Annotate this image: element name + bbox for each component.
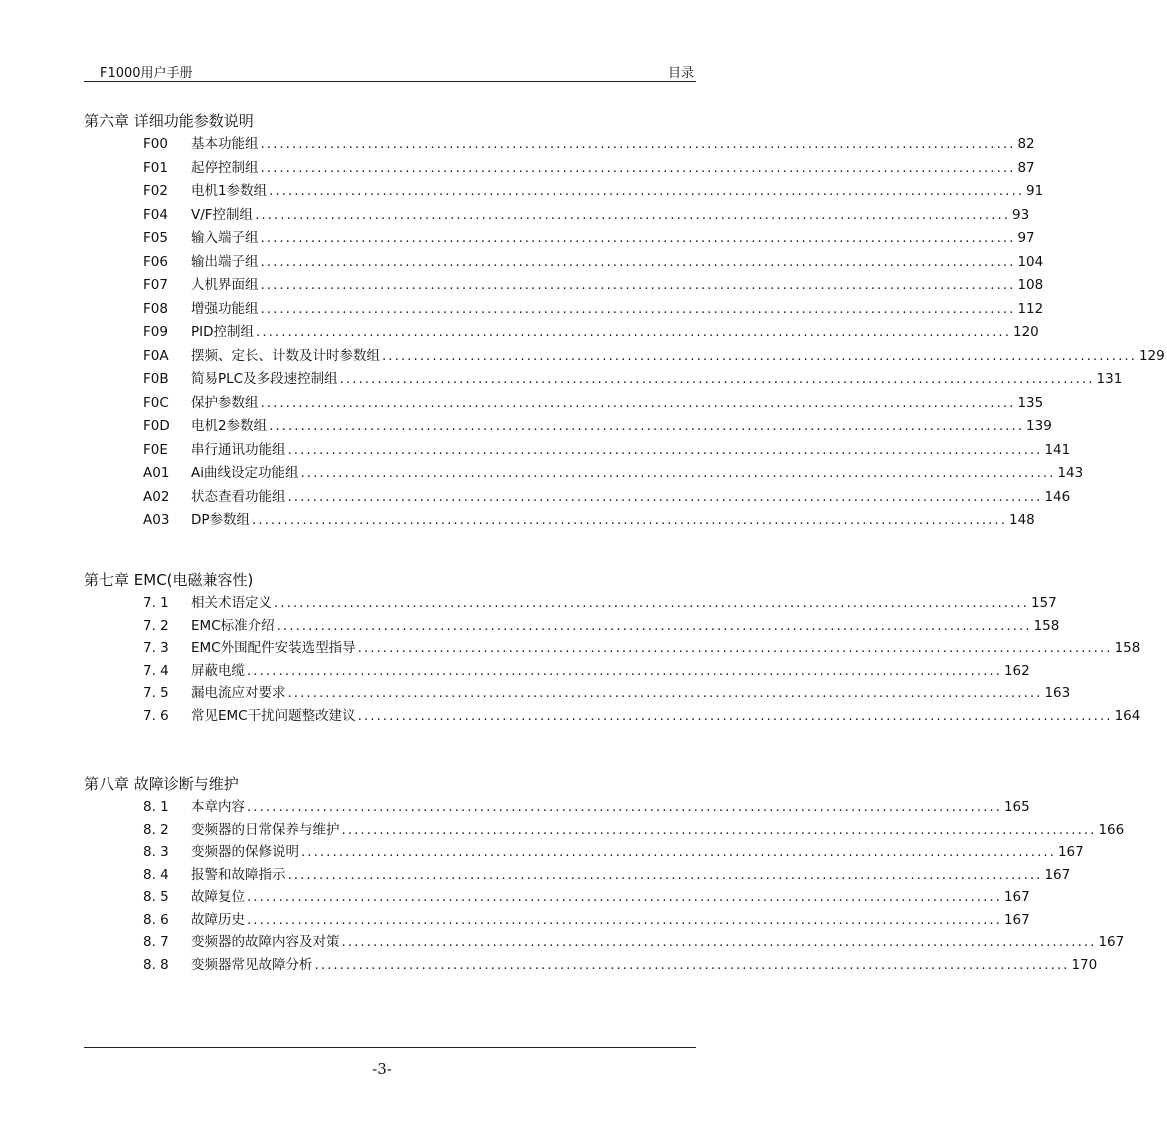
- toc-entry-page: 104: [1017, 253, 1044, 270]
- dot-leader: ........................................................................................................................: [260, 159, 1016, 176]
- dot-leader: ........................................................................................................................: [247, 911, 1002, 928]
- toc-entry-label: 故障历史: [191, 911, 245, 928]
- dot-leader: ........................................................................................................................: [247, 662, 1002, 679]
- dot-leader: ........................................................................................................................: [357, 640, 1113, 656]
- chapter-title: 第八章 故障诊断与维护: [84, 775, 239, 793]
- dot-leader: ........................................................................................................................: [357, 707, 1113, 724]
- page-header: [84, 60, 696, 82]
- toc-entry-page: 120: [1012, 324, 1039, 340]
- toc-entry-page: 165: [1003, 799, 1030, 815]
- toc-entry[interactable]: [84, 682, 1071, 705]
- toc-entry-code: F07: [143, 277, 168, 293]
- toc-entry-code: 8. 2: [143, 821, 169, 838]
- toc-entry[interactable]: [84, 486, 1071, 510]
- toc-entry-label: EMC标准介绍: [191, 617, 275, 634]
- toc-entry-page: 82: [1017, 136, 1035, 152]
- toc-entry-page: 146: [1044, 488, 1071, 505]
- toc-entry-list: [84, 796, 1125, 976]
- toc-entry-page: 167: [1057, 844, 1084, 860]
- toc-entry-label: 状态查看功能组: [191, 488, 286, 505]
- toc-entry[interactable]: [84, 841, 1084, 864]
- toc-entry-page: 143: [1057, 465, 1084, 481]
- toc-entry-label: 屏蔽电缆: [191, 662, 245, 679]
- toc-entry[interactable]: [84, 615, 1060, 638]
- toc-entry[interactable]: [84, 157, 1035, 181]
- dot-leader: ........................................................................................................................: [260, 230, 1016, 246]
- toc-entry[interactable]: [84, 509, 1035, 533]
- dot-leader: ........................................................................................................................: [382, 347, 1137, 364]
- toc-entry-label: V/F控制组: [191, 206, 254, 223]
- toc-entry-page: 157: [1030, 595, 1057, 611]
- toc-entry-label: PID控制组: [191, 324, 255, 340]
- toc-entry-code: 7. 5: [143, 685, 169, 701]
- chapter-section: [84, 109, 1165, 533]
- toc-entry-code: 8. 4: [143, 866, 169, 883]
- toc-entry-page: 112: [1017, 300, 1044, 317]
- toc-entry[interactable]: [84, 227, 1035, 251]
- toc-entry-page: 91: [1026, 183, 1044, 199]
- dot-leader: ........................................................................................................................: [314, 956, 1070, 973]
- toc-entry-code: 7. 2: [143, 617, 169, 634]
- dot-leader: ........................................................................................................................: [339, 371, 1095, 387]
- dot-leader: ........................................................................................................................: [300, 465, 1056, 481]
- toc-entry-page: 148: [1009, 512, 1035, 528]
- toc-entry[interactable]: [84, 660, 1030, 683]
- toc-entry-label: DP参数组: [191, 512, 251, 528]
- toc-entry-page: 131: [1096, 371, 1123, 387]
- toc-entry-page: 167: [1003, 889, 1030, 905]
- toc-entry-code: F09: [143, 324, 168, 340]
- dot-leader: ........................................................................................................................: [260, 300, 1016, 317]
- dot-leader: ........................................................................................................................: [341, 821, 1097, 838]
- toc-entry-page: 158: [1033, 617, 1060, 634]
- toc-entry-page: 167: [1044, 866, 1071, 883]
- chapter-section: [84, 568, 1141, 727]
- toc-entry-code: F0D: [143, 418, 170, 434]
- toc-entry-code: F0E: [143, 441, 168, 458]
- toc-entry[interactable]: [84, 298, 1044, 322]
- toc-entry[interactable]: [84, 864, 1071, 887]
- page-number: -3-: [372, 1060, 392, 1078]
- toc-entry[interactable]: [84, 637, 1141, 660]
- toc-entry-label: 输入端子组: [191, 230, 259, 246]
- toc-entry[interactable]: [84, 954, 1098, 977]
- toc-entry-code: F0B: [143, 371, 169, 387]
- toc-entry-label: 变频器的保修说明: [191, 844, 299, 860]
- toc-entry-page: 87: [1017, 159, 1035, 176]
- toc-entry[interactable]: [84, 392, 1044, 416]
- toc-entry[interactable]: [84, 321, 1039, 345]
- toc-entry-code: 8. 6: [143, 911, 169, 928]
- toc-entry-page: 97: [1017, 230, 1035, 246]
- chapter-title: 第六章 详细功能参数说明: [84, 112, 254, 130]
- toc-entry-code: F0A: [143, 347, 169, 364]
- toc-entry-code: F00: [143, 136, 168, 152]
- toc-entry-list: [84, 133, 1165, 533]
- toc-entry-page: 167: [1003, 911, 1030, 928]
- toc-entry-label: 基本功能组: [191, 136, 259, 152]
- toc-entry-page: 170: [1071, 956, 1098, 973]
- toc-entry-code: 7. 4: [143, 662, 169, 679]
- dot-leader: ........................................................................................................................: [276, 617, 1032, 634]
- toc-entry-code: 8. 8: [143, 956, 169, 973]
- toc-entry-code: F06: [143, 253, 168, 270]
- toc-entry-label: 报警和故障指示: [191, 866, 286, 883]
- toc-entry-code: A01: [143, 465, 170, 481]
- dot-leader: ........................................................................................................................: [287, 441, 1043, 458]
- toc-entry-label: 变频器的故障内容及对策: [191, 934, 340, 950]
- toc-entry-label: 电机2参数组: [191, 418, 268, 434]
- dot-leader: ........................................................................................................................: [287, 685, 1043, 701]
- toc-entry-code: F02: [143, 183, 168, 199]
- toc-entry-label: 电机1参数组: [191, 183, 268, 199]
- toc-entry[interactable]: [84, 931, 1125, 954]
- toc-entry-code: 8. 3: [143, 844, 169, 860]
- toc-entry-page: 135: [1017, 394, 1044, 411]
- toc-entry[interactable]: [84, 886, 1030, 909]
- toc-entry[interactable]: [84, 592, 1057, 615]
- toc-entry-page: 139: [1026, 418, 1052, 434]
- toc-entry-label: 输出端子组: [191, 253, 259, 270]
- toc-entry-code: F01: [143, 159, 168, 176]
- toc-entry[interactable]: [84, 705, 1141, 728]
- dot-leader: ........................................................................................................................: [269, 418, 1025, 434]
- toc-entry-page: 93: [1012, 206, 1030, 223]
- dot-leader: ........................................................................................................................: [260, 136, 1016, 152]
- dot-leader: ........................................................................................................................: [260, 394, 1016, 411]
- toc-entry-label: 起停控制组: [191, 159, 259, 176]
- footer-divider: [84, 1047, 696, 1048]
- toc-entry-code: 8. 5: [143, 889, 169, 905]
- dot-leader: ........................................................................................................................: [255, 206, 1011, 223]
- toc-entry-code: F04: [143, 206, 168, 223]
- toc-entry[interactable]: [84, 251, 1044, 275]
- toc-entry-page: 162: [1003, 662, 1030, 679]
- dot-leader: ........................................................................................................................: [247, 889, 1002, 905]
- dot-leader: ........................................................................................................................: [341, 934, 1097, 950]
- toc-entry-code: A03: [143, 512, 170, 528]
- toc-entry-page: 129: [1138, 347, 1165, 364]
- toc-entry-label: 简易PLC及多段速控制组: [191, 371, 338, 387]
- toc-entry-list: [84, 592, 1141, 727]
- toc-entry[interactable]: [84, 819, 1125, 842]
- dot-leader: ........................................................................................................................: [287, 866, 1043, 883]
- toc-entry[interactable]: [84, 909, 1030, 932]
- toc-entry-code: 8. 1: [143, 799, 169, 815]
- toc-entry-label: 常见EMC干扰问题整改建议: [191, 707, 356, 724]
- toc-entry-label: 增强功能组: [191, 300, 259, 317]
- toc-entry[interactable]: [84, 180, 1044, 204]
- toc-entry[interactable]: [84, 462, 1084, 486]
- toc-entry-label: 漏电流应对要求: [191, 685, 286, 701]
- dot-leader: ........................................................................................................................: [256, 324, 1011, 340]
- dot-leader: ........................................................................................................................: [252, 512, 1007, 528]
- toc-entry[interactable]: [84, 415, 1052, 439]
- toc-entry-label: 相关术语定义: [191, 595, 272, 611]
- toc-entry-label: 人机界面组: [191, 277, 259, 293]
- chapter-title: 第七章 EMC(电磁兼容性): [84, 571, 254, 589]
- toc-entry[interactable]: [84, 345, 1165, 369]
- toc-entry-page: 166: [1098, 821, 1125, 838]
- section-title: 目录: [667, 66, 694, 81]
- toc-entry[interactable]: [84, 204, 1030, 228]
- toc-entry-code: 7. 6: [143, 707, 169, 724]
- toc-entry-label: EMC外围配件安装选型指导: [191, 640, 356, 656]
- toc-entry-label: 摆频、定长、计数及计时参数组: [191, 347, 380, 364]
- toc-entry[interactable]: [84, 274, 1044, 298]
- toc-entry-label: 本章内容: [191, 799, 245, 815]
- toc-entry-label: Ai曲线设定功能组: [191, 465, 299, 481]
- toc-entry-code: F0C: [143, 394, 169, 411]
- chapter-section: [84, 772, 1125, 976]
- dot-leader: ........................................................................................................................: [269, 183, 1025, 199]
- dot-leader: ........................................................................................................................: [247, 799, 1002, 815]
- toc-entry-page: 167: [1098, 934, 1125, 950]
- toc-entry-label: 变频器的日常保养与维护: [191, 821, 340, 838]
- toc-entry-page: 158: [1114, 640, 1141, 656]
- toc-entry[interactable]: [84, 439, 1071, 463]
- toc-entry[interactable]: [84, 133, 1035, 157]
- toc-entry-code: 8. 7: [143, 934, 169, 950]
- dot-leader: ........................................................................................................................: [287, 488, 1043, 505]
- toc-entry-code: F08: [143, 300, 168, 317]
- toc-entry-page: 108: [1017, 277, 1044, 293]
- toc-entry-page: 141: [1044, 441, 1071, 458]
- dot-leader: ........................................................................................................................: [274, 595, 1029, 611]
- toc-entry-code: F05: [143, 230, 168, 246]
- toc-entry-page: 163: [1044, 685, 1071, 701]
- toc-entry-label: 变频器常见故障分析: [191, 956, 313, 973]
- toc-entry-label: 串行通讯功能组: [191, 441, 286, 458]
- toc-entry-code: A02: [143, 488, 170, 505]
- dot-leader: ........................................................................................................................: [260, 253, 1016, 270]
- toc-entry-label: 故障复位: [191, 889, 245, 905]
- toc-entry-page: 164: [1114, 707, 1141, 724]
- toc-entry-code: 7. 1: [143, 595, 169, 611]
- toc-entry-code: 7. 3: [143, 640, 169, 656]
- toc-entry[interactable]: [84, 796, 1030, 819]
- toc-entry[interactable]: [84, 368, 1123, 392]
- dot-leader: ........................................................................................................................: [260, 277, 1016, 293]
- dot-leader: ........................................................................................................................: [301, 844, 1056, 860]
- toc-entry-label: 保护参数组: [191, 394, 259, 411]
- manual-title: F1000用户手册: [100, 66, 193, 81]
- header-divider: [84, 81, 696, 82]
